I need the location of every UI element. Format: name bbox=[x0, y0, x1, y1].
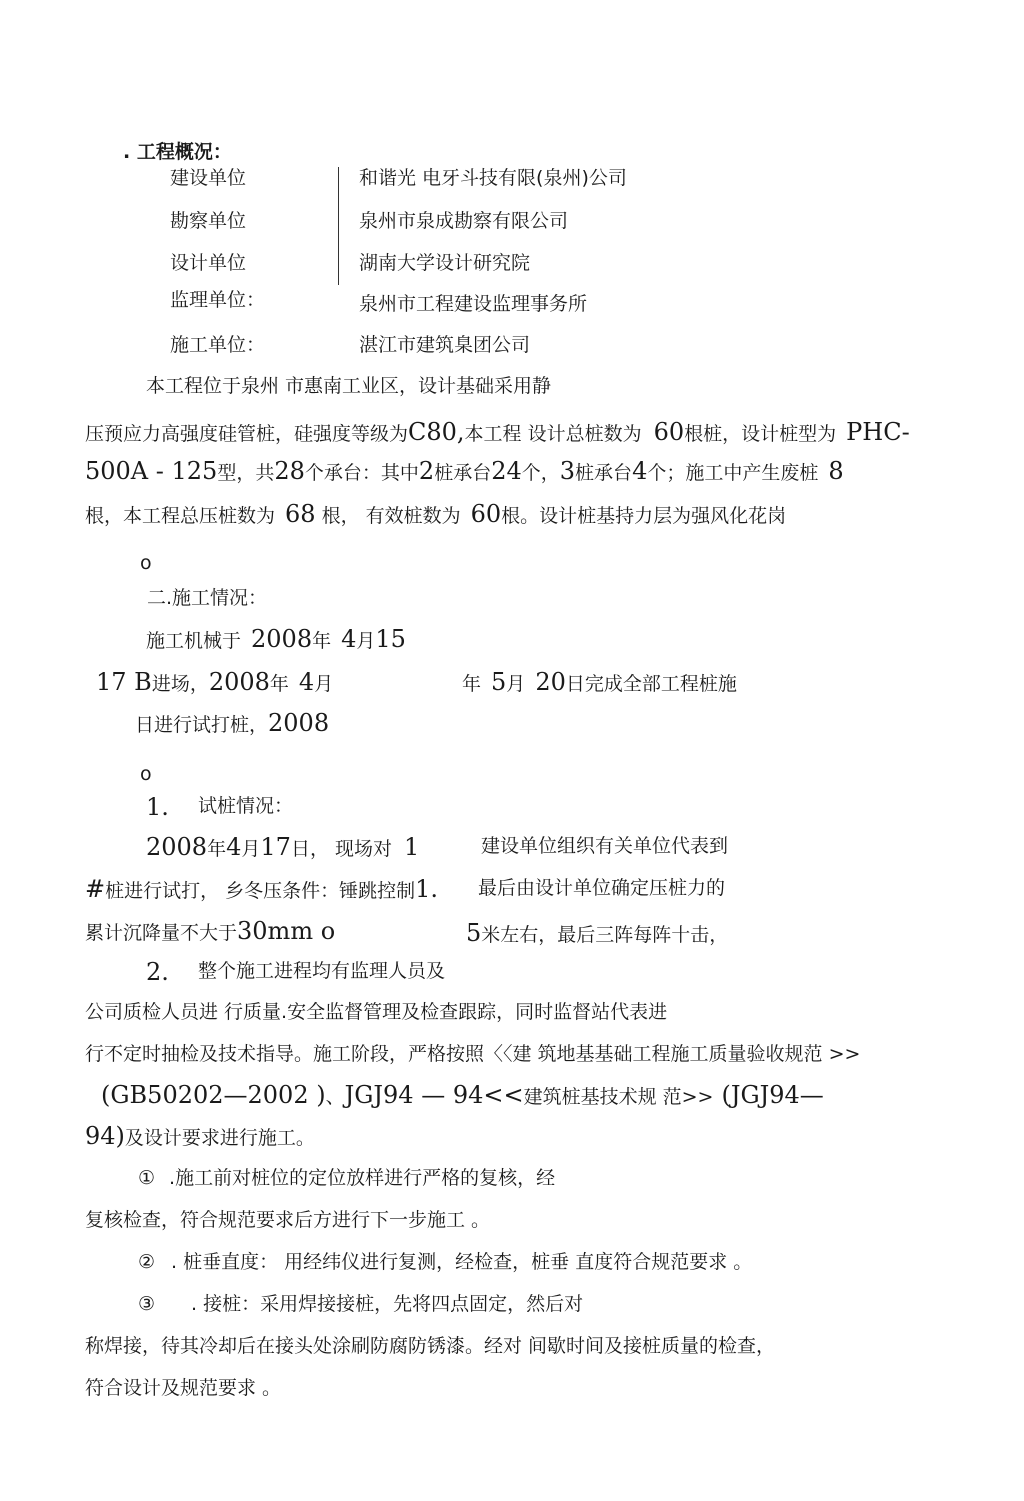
row-value-construction: 湛江市建筑臬团公司 bbox=[359, 334, 531, 356]
section-heading-overview: . 工程概况： bbox=[123, 141, 232, 163]
construction-line-1: 施工机械于 2008年 4月15 bbox=[146, 625, 406, 653]
row-value-design: 湖南大学设计研究院 bbox=[359, 252, 531, 274]
paragraph-line-2: 500A - 125型，共28个承台：其中2桩承台24个，3桩承台4个；施工中产生废桩 8 bbox=[85, 457, 844, 485]
construction-line-2b: 年 5月 20日完成全部工程桩施 bbox=[462, 668, 737, 696]
construction-line-3: 日进行试打桩，2008 bbox=[135, 709, 330, 737]
step-2-marker: ② bbox=[138, 1251, 156, 1273]
row-label-survey: 勘察单位 bbox=[170, 210, 247, 232]
row-label-supervision: 监理单位： bbox=[170, 289, 266, 311]
standards-line-end: 94)及设计要求进行施工。 bbox=[85, 1122, 315, 1150]
intro-line: 本工程位于泉州 市惠南工业区，设计基础采用静 bbox=[146, 375, 552, 397]
step-3: ③ . 接桩：采用焊接接桩，先将四点固定，然后对 bbox=[138, 1293, 584, 1315]
step-3-marker: ③ bbox=[138, 1293, 156, 1315]
row-label-construction: 施工单位： bbox=[170, 334, 266, 356]
paragraph-end-mark: o bbox=[140, 552, 152, 574]
item-2-title: 整个施工进程均有监理人员及 bbox=[198, 960, 446, 982]
test-pile-line-3b: 5米左右，最后三阵每阵十击， bbox=[466, 919, 729, 947]
section-heading-construction: 二.施工情况： bbox=[147, 587, 268, 609]
test-pile-line-3a: 累计沉降量不大于30mm o bbox=[85, 917, 336, 945]
standards-line: (GB50202—2002 )、JGJ94 — 94<<建筑桩基技术规 范>> (JGJ94— bbox=[101, 1081, 824, 1109]
step-3-continuation-2: 符合设计及规范要求 。 bbox=[85, 1377, 282, 1399]
item-1-number: 1. bbox=[146, 793, 169, 821]
step-1: ① .施工前对桩位的定位放样进行严格的复核，经 bbox=[138, 1167, 556, 1189]
test-pile-line-2a: #桩进行试打， 乡冬压条件：锤跳控制1. bbox=[85, 875, 439, 903]
step-2: ② . 桩垂直度： 用经纬仪进行复测，经检查，桩垂 直度符合规范要求 。 bbox=[138, 1251, 753, 1273]
table-divider-line bbox=[338, 167, 339, 285]
row-label-builder: 建设单位 bbox=[170, 167, 247, 189]
row-value-builder: 和谐光 电牙斗技有限(泉州)公司 bbox=[359, 167, 627, 189]
paragraph-line-1: 压预应力高强度硅管桩，硅强度等级为C80,本工程 设计总桩数为 60根桩，设计桩型为 PHC- bbox=[85, 418, 910, 446]
item-2-number: 2. bbox=[146, 958, 169, 986]
step-1-continuation: 复核检查，符合规范要求后方进行下一步施工 。 bbox=[85, 1209, 491, 1231]
test-pile-line-1b: 建设单位组织有关单位代表到 bbox=[481, 835, 729, 857]
paragraph-line-3: 根，本工程总压桩数为 68 根， 有效桩数为 60根。设计桩基持力层为强风化花岗 bbox=[85, 500, 787, 528]
construction-line-2a: 17 B进场，2008年 4月 bbox=[96, 668, 334, 696]
construction-end-mark: o bbox=[140, 763, 152, 785]
step-1-marker: ① bbox=[138, 1167, 156, 1189]
test-pile-line-1a: 2008年4月17日， 现场对 1 bbox=[146, 833, 420, 861]
supervision-line-2: 行不定时抽检及技术指导。施工阶段，严格按照〈〈建 筑地基基础工程施工质量验收规范 >> bbox=[85, 1043, 861, 1065]
row-label-design: 设计单位 bbox=[170, 252, 247, 274]
row-value-supervision: 泉州市工程建设监理事务所 bbox=[359, 293, 588, 315]
step-3-continuation-1: 称焊接，待其冷却后在接头处涂刷防腐防锈漆。经对 间歇时间及接桩质量的检查， bbox=[85, 1335, 776, 1357]
row-value-survey: 泉州市泉成勘察有限公司 bbox=[359, 210, 569, 232]
supervision-line-1: 公司质检人员进 行质量.安全监督管理及检查跟踪，同时监督站代表进 bbox=[85, 1001, 668, 1023]
item-1-title: 试桩情况： bbox=[198, 795, 294, 817]
test-pile-line-2b: 最后由设计单位确定压桩力的 bbox=[478, 877, 726, 899]
